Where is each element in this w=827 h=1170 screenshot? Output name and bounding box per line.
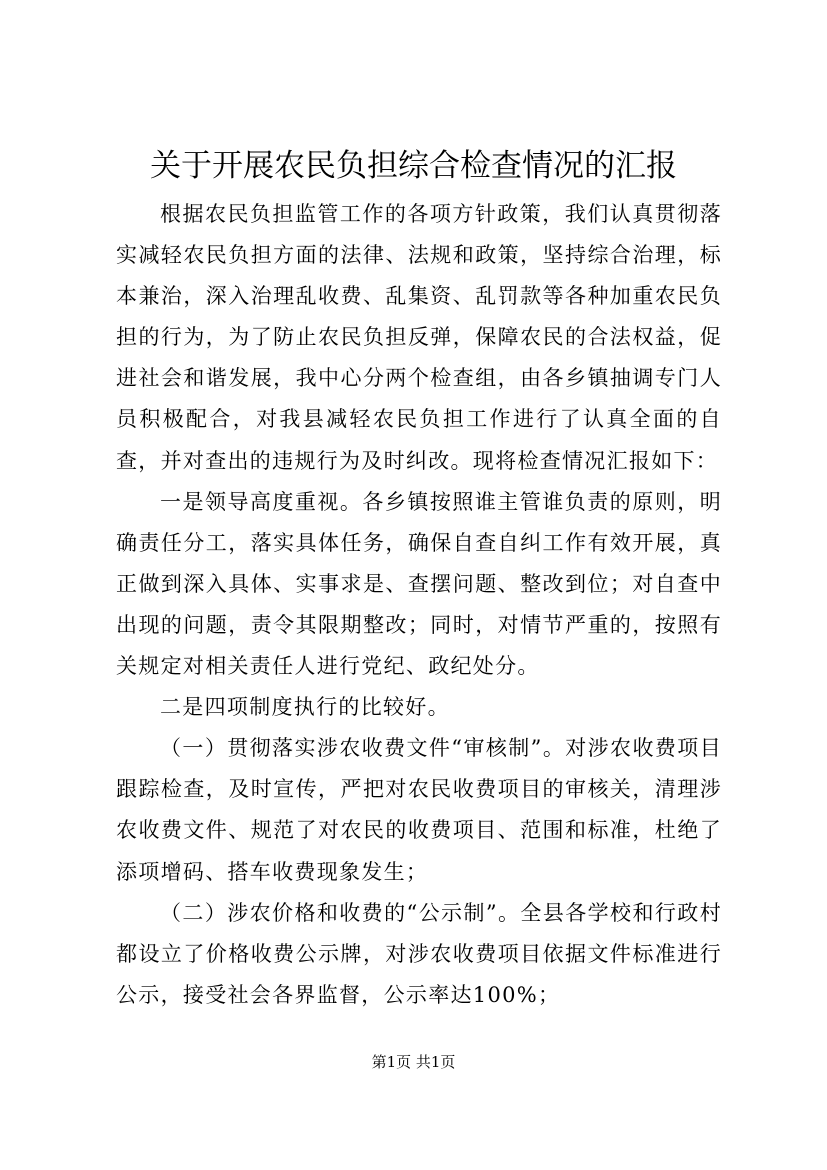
paragraph-publicity-system: （二）涉农价格和收费的“公示制”。全县各学校和行政村都设立了价格收费公示牌，对涉农收费项目依据文件标准进行公示，接受社会各界监督，公示率达100%； [116, 900, 722, 1007]
paragraph-review-system: （一）贯彻落实涉农收费文件“审核制”。对涉农收费项目跟踪检查，及时宣传，严把对农民收费项目的审核关，清理涉农收费文件、规范了对农民的收费项目、范围和标准，杜绝了添项增码、搭车收费现象发生； [116, 736, 722, 884]
page-footer [0, 1052, 827, 1072]
document-title: 关于开展农民负担综合检查情况的汇报 [150, 148, 677, 184]
paragraph-four-systems: 二是四项制度执行的比较好。 [160, 695, 450, 720]
page-number-label: 第1页 共1页 [371, 1053, 456, 1071]
paragraph-leadership: 一是领导高度重视。各乡镇按照谁主管谁负责的原则，明确责任分工，落实具体任务，确保自查自纠工作有效开展，真正做到深入具体、实事求是、查摆问题、整改到位；对自查中出现的问题，责令其限期整改；同时，对情节严重的，按照有关规定对相关责任人进行党纪、政纪处分。 [116, 489, 722, 679]
paragraph-intro: 根据农民负担监管工作的各项方针政策，我们认真贯彻落实减轻农民负担方面的法律、法规和政策，坚持综合治理，标本兼治，深入治理乱收费、乱集资、乱罚款等各种加重农民负担的行为，为了防止农民负担反弹，保障农民的合法权益，促进社会和谐发展，我中心分两个检查组，由各乡镇抽调专门人员积极配合，对我县减轻农民负担工作进行了认真全面的自查，并对查出的违规行为及时纠改。现将检查情况汇报如下： [116, 202, 722, 473]
document-body [116, 194, 722, 1016]
